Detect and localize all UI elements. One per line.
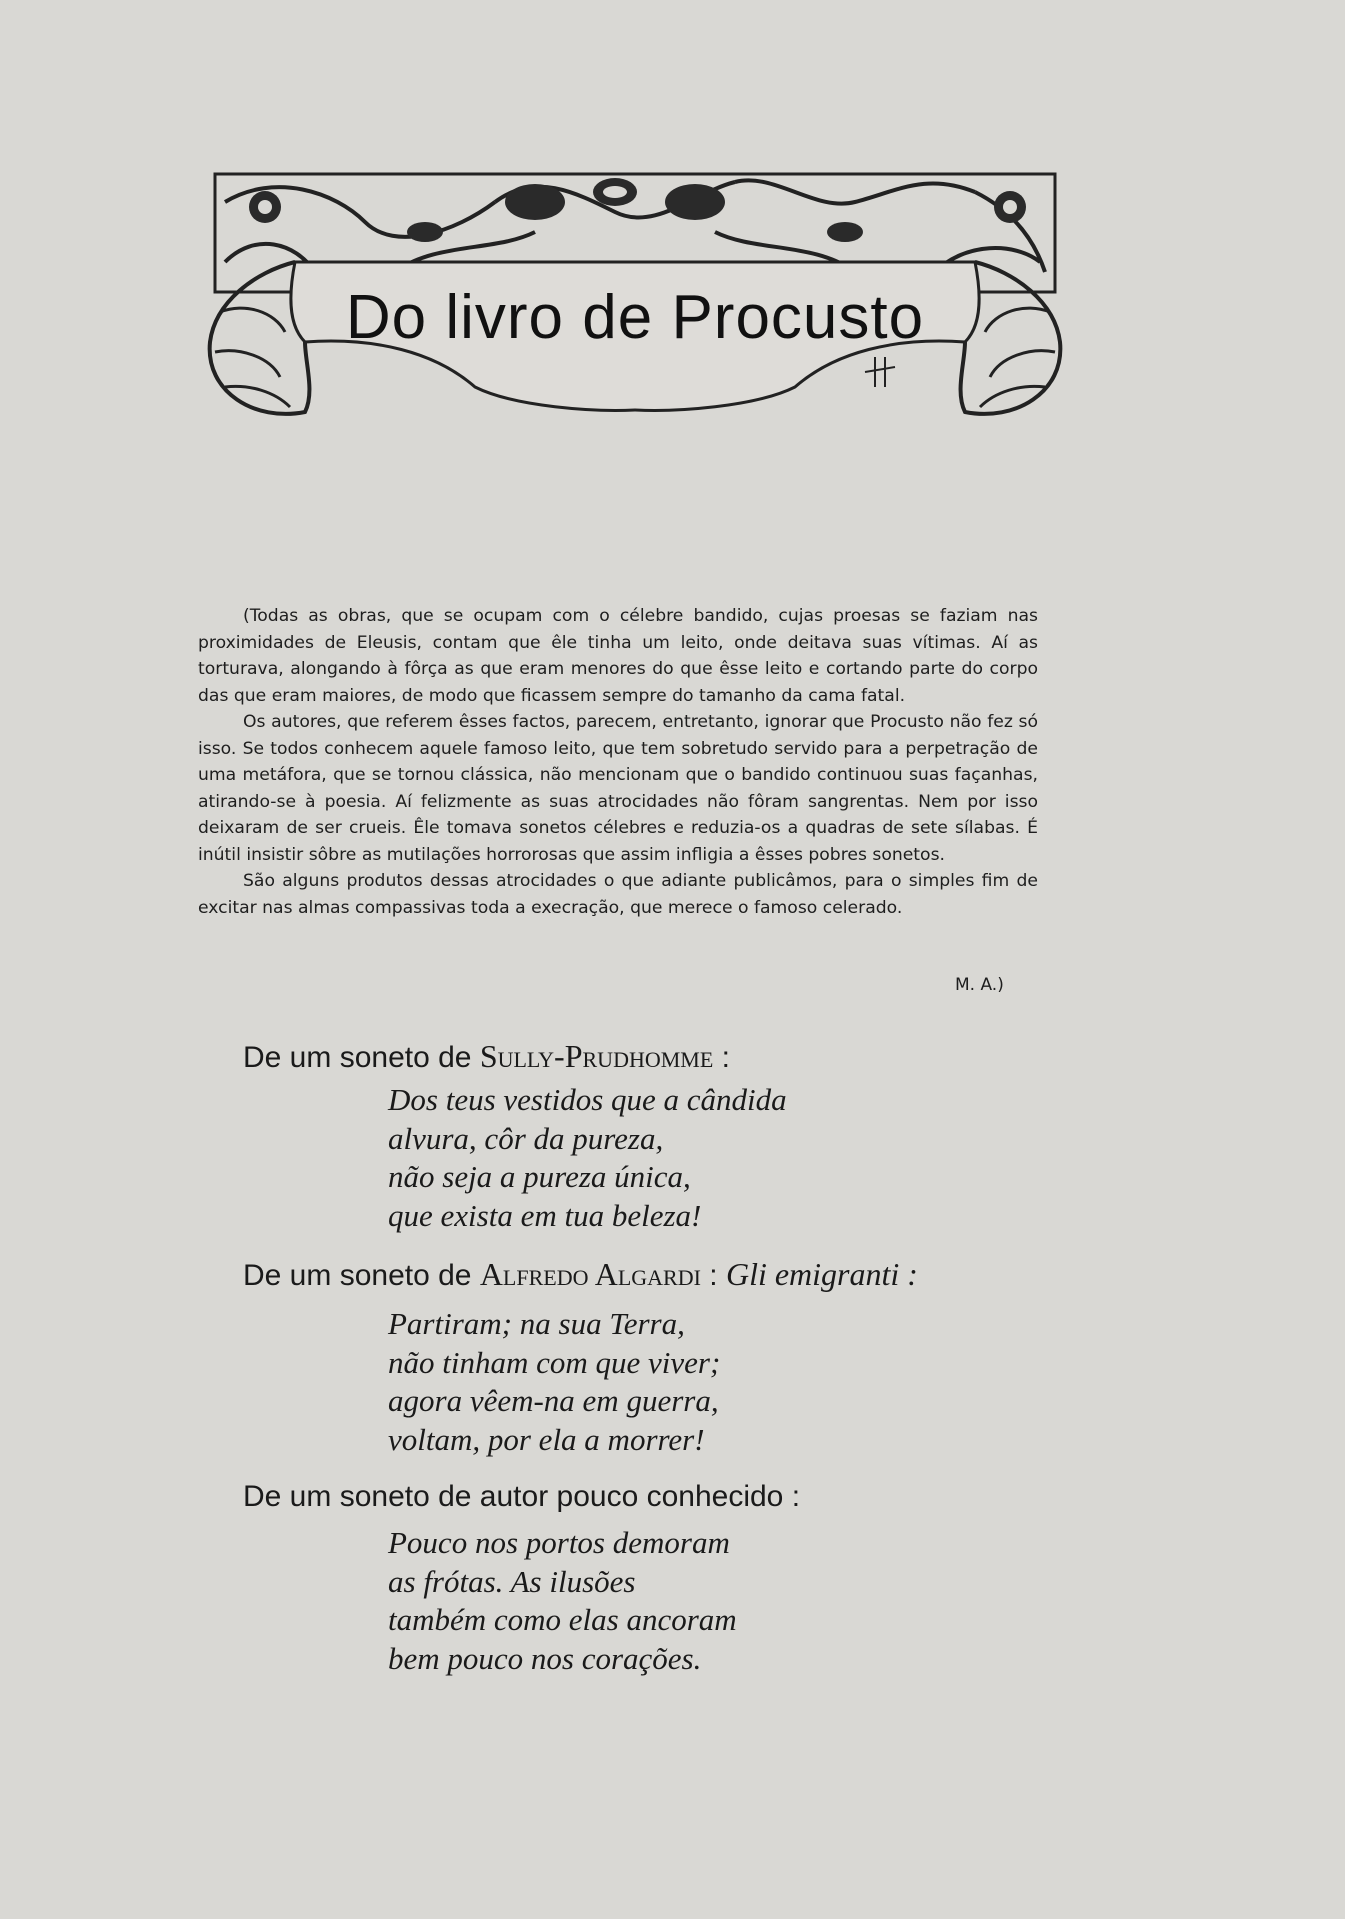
verse-line: Dos teus vestidos que a cândida — [388, 1082, 787, 1117]
heading-author: Sully-Prudhomme — [479, 1038, 714, 1074]
verse-line: não tinham com que viver; — [388, 1344, 721, 1380]
verse-line: voltam, por ela a morrer! — [388, 1421, 705, 1457]
intro-paragraph: São alguns produtos dessas atrocidades o que adiante publicâmos, para o simples fim de excitar nas almas compassivas toda a execração, que merece o famoso celerado. — [198, 871, 1038, 918]
verse-line: Pouco nos portos demoram — [388, 1525, 730, 1560]
heading-prefix: De um soneto de — [243, 1041, 480, 1074]
verse-block-3 — [388, 1524, 737, 1678]
author-signature: M. A.) — [955, 975, 1004, 995]
verse-line: as frótas. As ilusões — [388, 1563, 636, 1599]
verse-line: agora vêem-na em guerra, — [388, 1383, 719, 1418]
ornamental-header — [195, 162, 1075, 452]
heading-suffix: : — [700, 1259, 726, 1292]
heading-work-title: Gli emigranti : — [725, 1256, 918, 1292]
section-heading-sully-prudhomme — [243, 1038, 730, 1075]
intro-paragraph: (Todas as obras, que se ocupam com o célebre bandido, cujas proesas se faziam nas proximidades de Eleusis, contam que êle tinha um leito, onde deitava suas vítimas. Aí as torturava, alongando à fôrça as que eram menores do que êsse leito e cortando parte do corpo das que eram maiores, de modo que ficassem sempre do tamanho da cama fatal. — [198, 606, 1038, 706]
verse-block-2 — [388, 1305, 720, 1459]
verse-line: Partiram; na sua Terra, — [388, 1306, 685, 1341]
heading-prefix: De um soneto de autor pouco conhecido : — [243, 1480, 801, 1513]
section-heading-alfredo-algardi — [243, 1256, 918, 1293]
verse-block-1 — [388, 1081, 787, 1235]
page-title: Do livro de Procusto — [345, 283, 925, 352]
heading-suffix: : — [713, 1041, 730, 1074]
heading-prefix: De um soneto de — [243, 1259, 480, 1292]
intro-paragraph: Os autores, que referem êsses factos, parecem, entretanto, ignorar que Procusto não fez só isso. Se todos conhecem aquele famoso leito, que tem sobretudo servido para a perpetração de uma metáfora, que se tornou clássica, não mencionam que o bandido continuou suas façanhas, atirando-se à poesia. Aí felizmente as suas atrocidades não fôram sangrentas. Nem por isso deixaram de ser crueis. Êle tomava sonetos célebres e reduzia-os a quadras de sete sílabas. É inútil insistir sôbre as mutilações horrorosas que assim infligia a êsses pobres sonetos. — [198, 712, 1038, 865]
verse-line: não seja a pureza única, — [388, 1159, 691, 1194]
section-heading-unknown-author — [243, 1480, 800, 1514]
verse-line: também como elas ancoram — [388, 1602, 737, 1637]
verse-line: bem pouco nos corações. — [388, 1640, 702, 1676]
heading-author: Alfredo Algardi — [479, 1256, 701, 1292]
verse-line: que exista em tua beleza! — [388, 1197, 702, 1233]
verse-line: alvura, côr da pureza, — [388, 1120, 664, 1156]
intro-text — [198, 603, 1038, 921]
